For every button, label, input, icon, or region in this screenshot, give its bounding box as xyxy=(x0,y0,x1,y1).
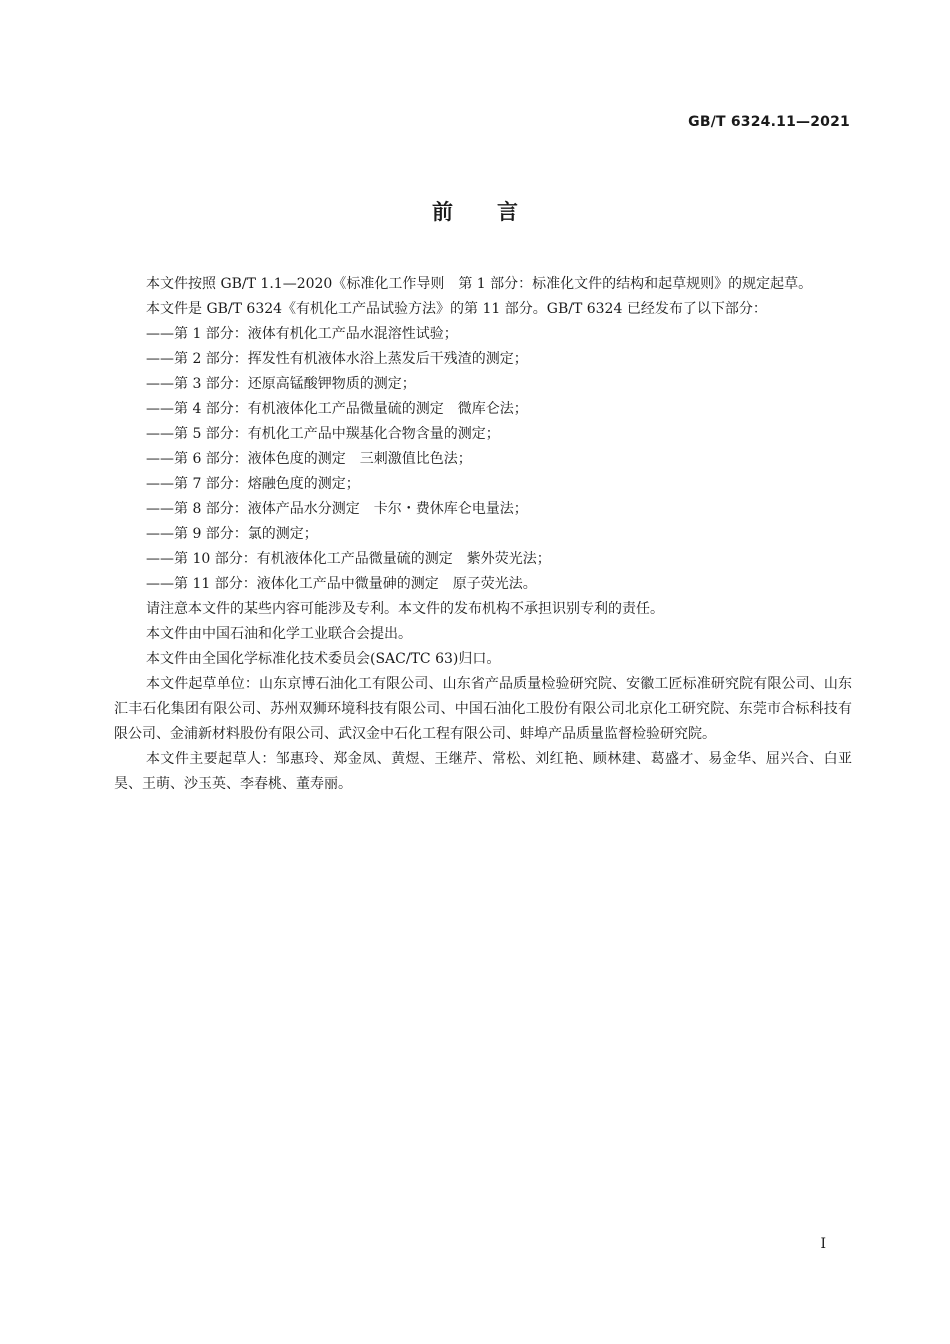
list-item: ——第 7 部分：熔融色度的测定； xyxy=(146,476,360,492)
paragraph-drafting-units: 本文件起草单位：山东京博石油化工有限公司、山东省产品质量检验研究院、安徽工匠标准研究院有限公司、山东汇丰石化集团有限公司、苏州双狮环境科技有限公司、中国石油化工股份有限公司北京化工研究院、东莞市合标科技有限公司、金浦新材料股份有限公司、武汉金中石化工程有限公司、蚌埠产品质量监督检验研究院。 xyxy=(114,676,852,742)
list-item: ——第 6 部分：液体色度的测定 三刺激值比色法； xyxy=(146,451,472,467)
paragraph-series-intro: 本文件是 GB/T 6324《有机化工产品试验方法》的第 11 部分。GB/T 6324 已经发布了以下部分： xyxy=(146,301,767,317)
list-item: ——第 11 部分：液体化工产品中微量砷的测定 原子荧光法。 xyxy=(146,576,537,592)
list-item: ——第 4 部分：有机液体化工产品微量硫的测定 微库仑法； xyxy=(146,401,528,417)
list-item: ——第 10 部分：有机液体化工产品微量硫的测定 紫外荧光法； xyxy=(146,551,551,567)
paragraph-main-drafters: 本文件主要起草人：邹惠玲、郑金凤、黄煜、王继芹、常松、刘红艳、顾林建、葛盛才、易金华、屈兴合、白亚昊、王萌、沙玉英、李春桃、董寿丽。 xyxy=(114,751,852,792)
parts-list xyxy=(114,322,852,597)
paragraph-drafting-rules: 本文件按照 GB/T 1.1—2020《标准化工作导则 第 1 部分：标准化文件的结构和起草规则》的规定起草。 xyxy=(146,276,813,292)
list-item: ——第 1 部分：液体有机化工产品水混溶性试验； xyxy=(146,326,458,342)
paragraph-proposed-by: 本文件由中国石油和化学工业联合会提出。 xyxy=(146,626,412,642)
document-body xyxy=(114,272,852,797)
paragraph-centralized-by: 本文件由全国化学标准化技术委员会(SAC/TC 63)归口。 xyxy=(146,651,501,667)
list-item: ——第 3 部分：还原高锰酸钾物质的测定； xyxy=(146,376,416,392)
list-item: ——第 8 部分：液体产品水分测定 卡尔・费休库仑电量法； xyxy=(146,501,528,517)
standard-number-header: GB/T 6324.11—2021 xyxy=(688,114,850,130)
list-item: ——第 2 部分：挥发性有机液体水浴上蒸发后干残渣的测定； xyxy=(146,351,528,367)
list-item: ——第 9 部分：氯的测定； xyxy=(146,526,318,542)
page-title: 前言 xyxy=(432,200,562,224)
paragraph-patent-notice: 请注意本文件的某些内容可能涉及专利。本文件的发布机构不承担识别专利的责任。 xyxy=(146,601,664,617)
page-number: I xyxy=(820,1236,826,1252)
list-item: ——第 5 部分：有机化工产品中羰基化合物含量的测定； xyxy=(146,426,500,442)
